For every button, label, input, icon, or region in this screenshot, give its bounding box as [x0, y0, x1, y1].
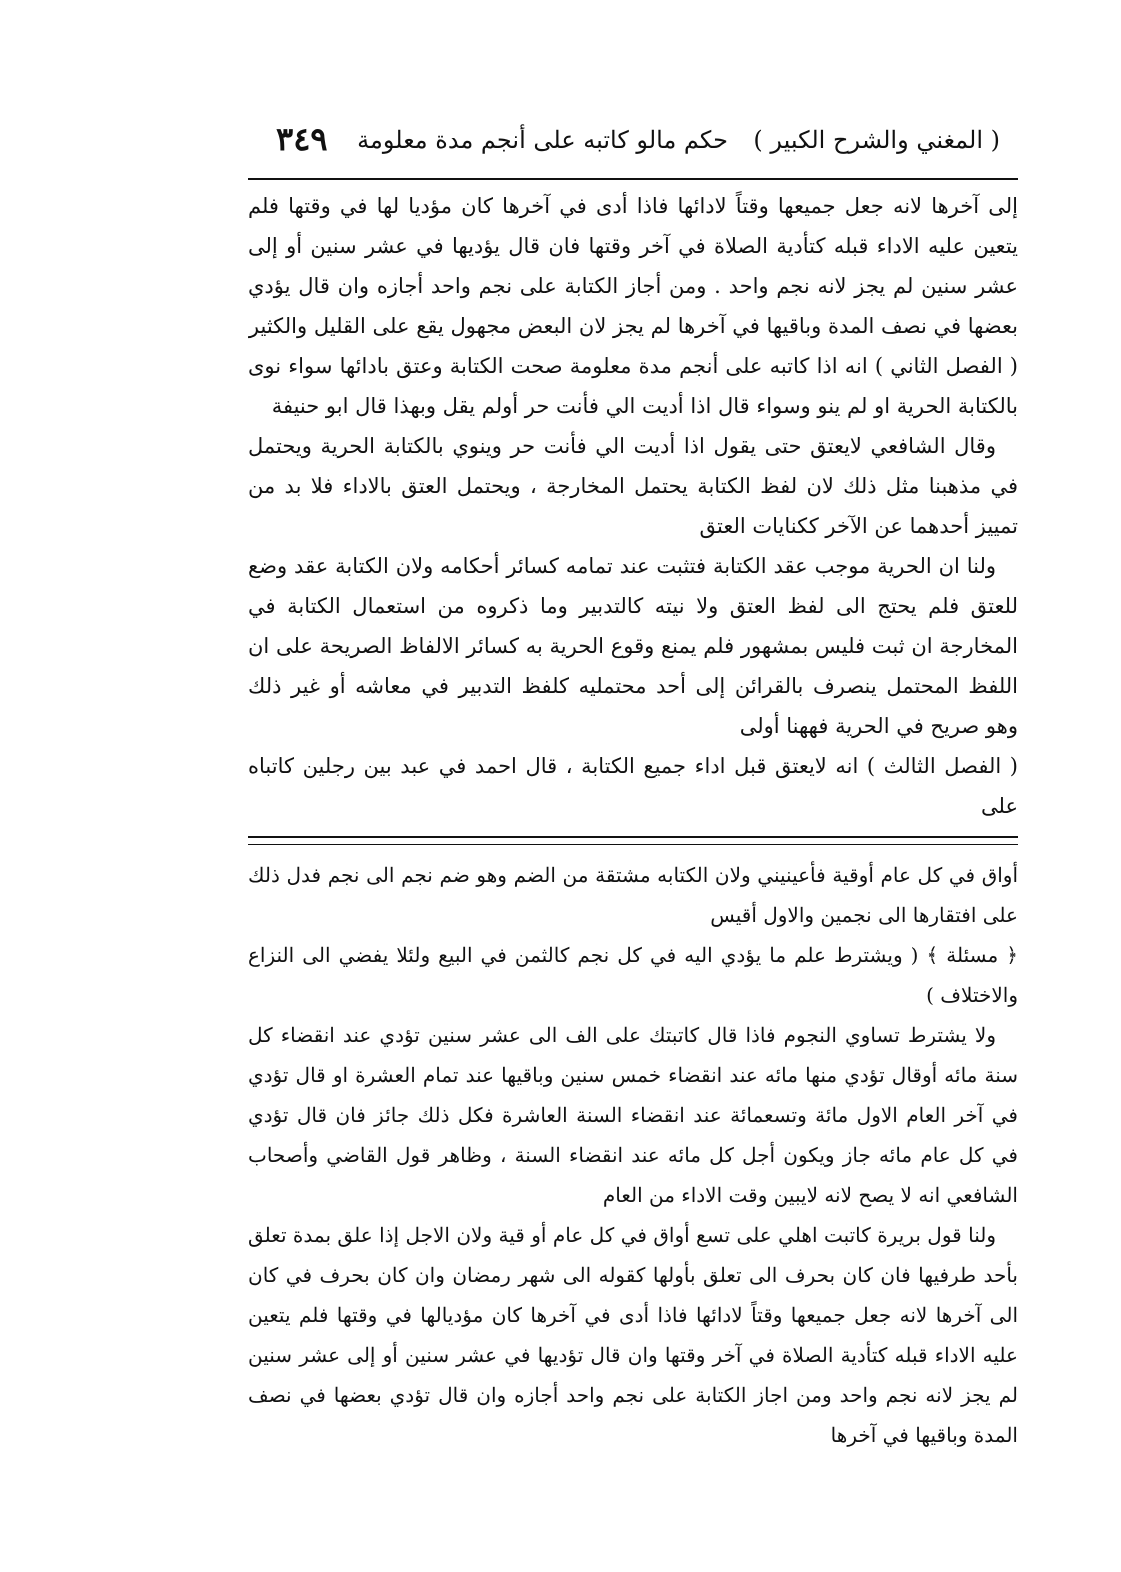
main-text	[248, 186, 1018, 826]
main-paragraph-2: ( الفصل الثاني ) انه اذا كاتبه على أنجم مدة معلومة صحت الكتابة وعتق بادائها سواء نوى بالكتابة الحرية او لم ينو وسواء قال اذا أديت الي فأنت حر أولم يقل وبهذا قال ابو حنيفة	[248, 354, 1018, 418]
commentary-text	[248, 855, 1018, 1455]
section-divider	[248, 836, 1018, 845]
running-header	[248, 118, 1018, 180]
book-title: ( المغني والشرح الكبير )	[753, 126, 1000, 154]
chapter-title: حكم مالو كاتبه على أنجم مدة معلومة	[357, 126, 728, 154]
page-number: ٣٤٩	[276, 120, 328, 158]
main-paragraph-4: ولنا ان الحرية موجب عقد الكتابة فتثبت عند تمامه كسائر أحكامه ولان الكتابة عقد وضع للعتق فلم يحتج الى لفظ العتق ولا نيته كالتدبير وما ذكروه من استعمال الكتابة في المخارجة ان ثبت فليس بمشهور فلم يمنع وقوع الحرية به كسائر الالفاظ الصريحة على ان اللفظ المحتمل ينصرف بالقرائن إلى أحد محتمليه كلفظ التدبير في معاشه أو غير ذلك وهو صريح في الحرية فههنا أولى	[248, 554, 1018, 738]
commentary-paragraph-1: أواق في كل عام أوقية فأعينيني ولان الكتابه مشتقة من الضم وهو ضم نجم الى نجم فدل ذلك على افتقارها الى نجمين والاول أقيس	[248, 863, 1019, 927]
main-paragraph-3: وقال الشافعي لايعتق حتى يقول اذا أديت الي فأنت حر وينوي بالكتابة الحرية ويحتمل في مذهبنا مثل ذلك لان لفظ الكتابة يحتمل المخارجة ، ويحتمل العتق بالاداء فلا بد من تمييز أحدهما عن الآخر ككنايات العتق	[248, 434, 1019, 538]
main-paragraph-5: ( الفصل الثالث ) انه لايعتق قبل اداء جميع الكتابة ، قال احمد في عبد بين رجلين كاتباه على	[248, 754, 1018, 818]
document-page	[248, 118, 1018, 1455]
commentary-paragraph-3: ولا يشترط تساوي النجوم فاذا قال كاتبتك على الف الى عشر سنين تؤدي عند انقضاء كل سنة مائه أوقال تؤدي منها مائه عند انقضاء خمس سنين وباقيها عند تمام العشرة او قال تؤدي في آخر العام الاول مائة وتسعمائة عند انقضاء السنة العاشرة فكل ذلك جائز فان قال تؤدي في كل عام مائه جاز ويكون أجل كل مائه عند انقضاء السنة ، وظاهر قول القاضي وأصحاب الشافعي انه لا يصح لانه لايبين وقت الاداء من العام	[248, 1023, 1018, 1207]
commentary-paragraph-4: ولنا قول بريرة كاتبت اهلي على تسع أواق في كل عام أو قية ولان الاجل إذا علق بمدة تعلق بأحد طرفيها فان كان بحرف الى تعلق بأولها كقوله الى شهر رمضان وان كان بحرف في كان الى آخرها لانه جعل جميعها وقتاً لادائها فاذا أدى في آخرها كان مؤديالها في وقتها فلم يتعين عليه الاداء قبله كتأدية الصلاة في آخر وقتها وان قال تؤديها في عشر سنين أو إلى عشر سنين لم يجز لانه نجم واحد ومن اجاز الكتابة على نجم واحد أجازه وان قال تؤدي بعضها في نصف المدة وباقيها في آخرها	[248, 1223, 1018, 1447]
main-paragraph-1: إلى آخرها لانه جعل جميعها وقتاً لادائها فاذا أدى في آخرها كان مؤديا لها في وقتها فلم يتعين عليه الاداء قبله كتأدية الصلاة في آخر وقتها فان قال يؤديها في عشر سنين أو إلى عشر سنين لم يجز لانه نجم واحد . ومن أجاز الكتابة على نجم واحد أجازه وان قال يؤدي بعضها في نصف المدة وباقيها في آخرها لم يجز لان البعض مجهول يقع على القليل والكثير	[248, 194, 1019, 338]
commentary-paragraph-2: ﴿ مسئلة ﴾ ( ويشترط علم ما يؤدي اليه في كل نجم كالثمن في البيع ولئلا يفضي الى النزاع والاختلاف )	[248, 943, 1018, 1007]
